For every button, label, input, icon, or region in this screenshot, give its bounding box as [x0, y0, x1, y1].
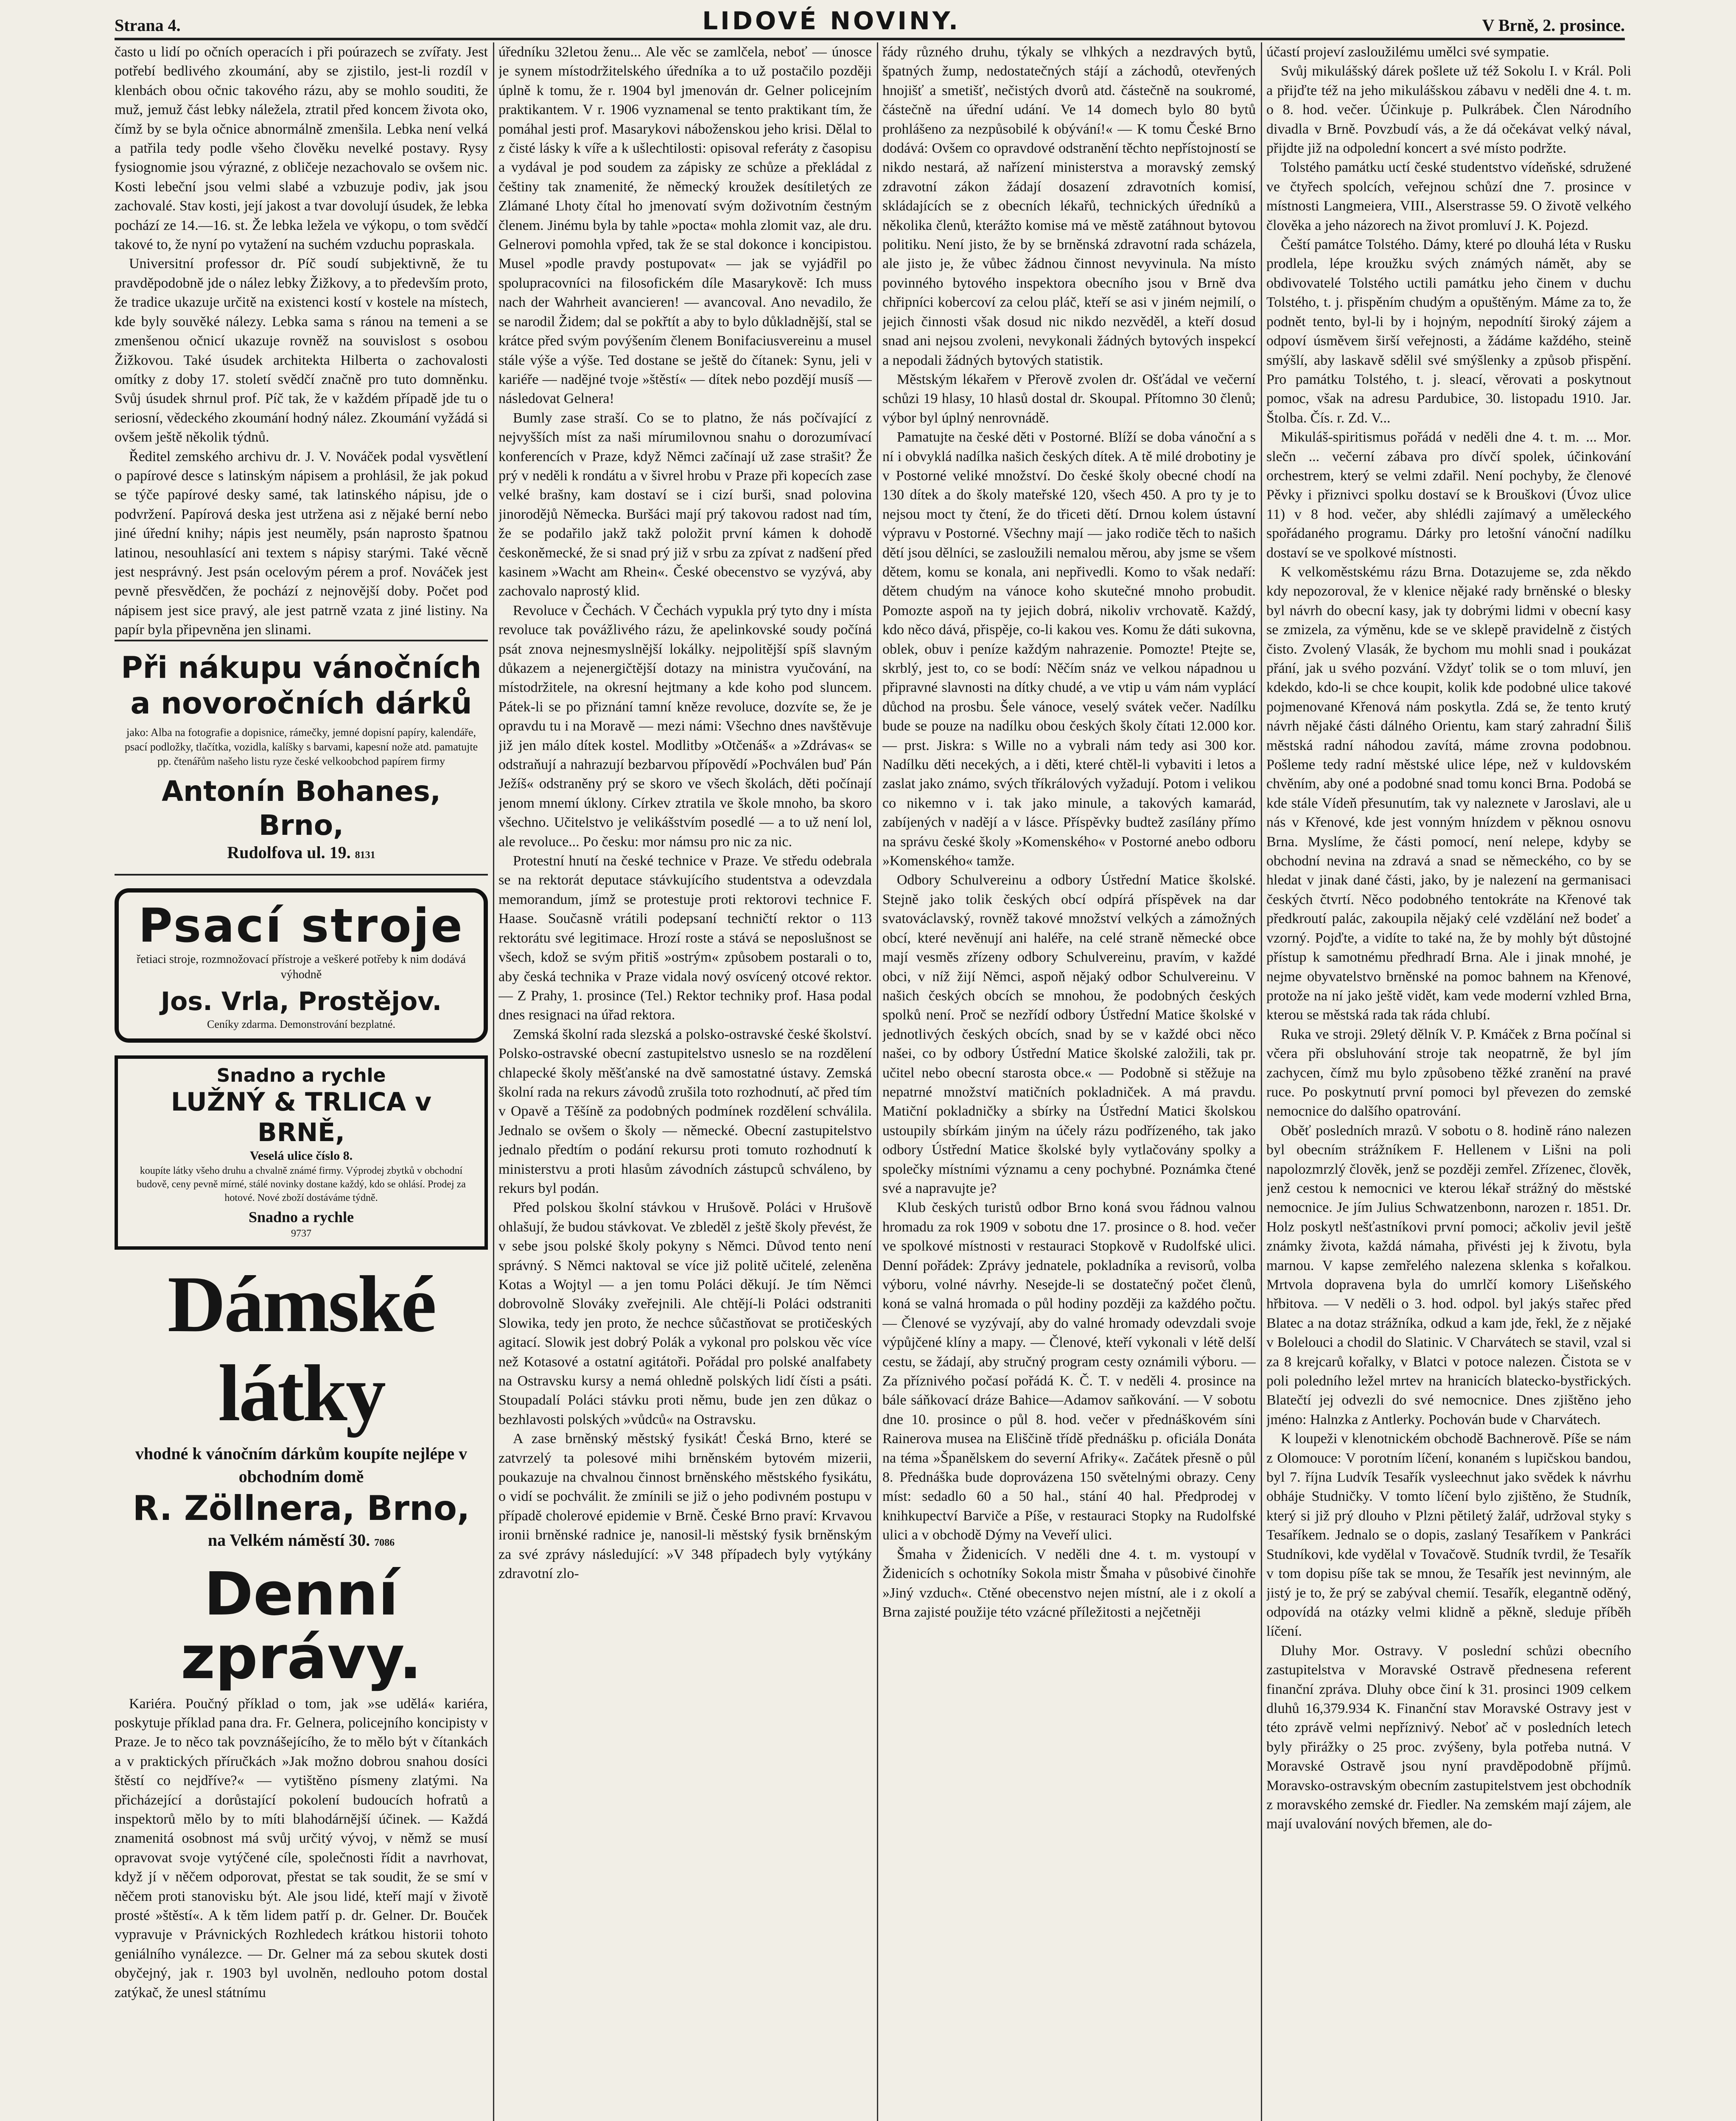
paragraph: úředníku 32letou ženu... Ale věc se zamlčela, neboť — únosce je synem místodržitelského úředníka a to už postačilo později úplně k tomu, že r. 1904 byl jmenován dr. Gelner policejním praktikantem. V r. 1906 vyznamenal se tento praktikant tím, že pomáhal jesti prof. Masarykovi náboženskou jeho krisi. Dělal to z čisté lásky k víře a k ušlechtilosti: opisoval referáty z časopisu a vydával je pod soudem za zápisky ze schůze a překládal z češtiny tak znamenité, že německý kroužek desítiletých ze Zlámané Lhoty čítal ho jmenovatí svým doživotním čestným členem. Jinému byla by tahle »pocta« mohla zlomit vaz, ale dru. Gelnerovi pomohla vpřed, tak že se stal dokonce i koncipistou. Musel »podle pravdy postupovat« — jak se vyjádřil po spolupracovníci na filosofickém díle Masarykově: Ich muss nach der Wahrheit avancieren! — avancoval. Ano nevadilo, že se narodil Židem; dal se pokřtít a aby to bylo důkladnější, stal se krátce před svým povýšením členem Bonifaciusvereinu a musel stále výše a výše. Ted dostane se ještě do čítanek: Synu, jeli v kariéře — nadějné tvoje »štěstí« — dítek nebo pozdějí musíš — následovat Gelnera! — [498, 44, 872, 407]
paragraph: Dluhy Mor. Ostravy. V poslední schůzi obecního zastupitelstva v Moravské Ostravě přednesena referent finanční zpráva. Dluhy obce činí k 31. prosinci 1909 celkem dluhů 16,379.934 K. Finanční stav Moravské Ostravy jest v této zprávě velmi nepříznivý. Neboť ač v posledních letech byly přirážky o 25 proc. zvýšeny, byla potřeba nutná. V Moravské Ostravě jsou nyní pravděpodobně příjmů. Moravsko-ostravským obecním zastupitelstvem jest obchodník z moravského zemské dr. Fiedler. Na zemském mají zájem, ale mají uvalování nových břemen, ale do- — [1266, 1643, 1631, 1832]
paragraph: Pamatujte na české děti v Postorné. Blíží se doba vánoční a s ní i obvyklá nadílka našich českých dítek. A tě milé drobotiny je v Postorné veliké množství. Do české školy obecné chodí na 130 dítek a do školy mateřské 120, všech 450. A pro ty je to nejsou moct ty čtení, že do třiceti dětí. Drnou kolem ústavní výpravu v Postorné. Všechny mají — jako rodiče těch to našich dětí jsou dělníci, se zasloužili nemalou měrou, aby jsme se všem dětem, komu se konala, ani nepřivedli. Komo to však nedaří: dětem chudým na vánoce koho skutečné mnoho probudit. Pomozte aspoň na ty jejich dobrá, nikoliv vrchovatě. Každý, kdo něco dává, přispěje, co-li kakou ves. Komu že dáti sukovna, oblek, obuv i peníze každým nahrazenie. Pomozte! Ptejte se, skrblý, jest to, co se bodí: Něčím snáz ve velkou nápadnou u připravné slavnosti na dítky chudé, a ve vtip u vám nám vyplácí důchod na prosbu. Šele vánoce, veselý svátek večer. Nadílku bude se pouze na nadílku obou českých školy čítati 12.000 kor. — prst. Jiskra: s Wille no a vybrali nám tedy asi 300 kor. Nadílku děti necekých, a i děti, které chtěl-li vybaviti i letos a zaslat jako známo, svých tříkrálových vyžadují. Potom i velikou co nikemno v i. tak jako minule, a takových kamarád, zabíjených v nadějí a v lásce. Příspěvky budtež zasílány přímo na správu české školy »Komenského« v Postorné anebo odboru »Komenského« tamže. — [882, 429, 1256, 869]
ad-title: Při nákupu vánočních a novoročních dárků — [121, 650, 482, 721]
ad-title: Psací stroje — [138, 898, 464, 953]
ad-firm: LUŽNÝ & TRLICA v BRNĚ, — [171, 1087, 432, 1147]
ad-note: Ceníky zdarma. Demonstrování bezplatné. — [207, 1018, 396, 1030]
ad-firm: Jos. Vrla, Prostějov. — [160, 986, 442, 1016]
column-4 — [1266, 42, 1631, 2121]
paragraph: K velkoměstskému rázu Brna. Dotazujeme se, zda někdo kdy nepozoroval, že v klenice nějaké rady brněnské o blesky byl návrh do obecní kasy, jak ty dobrými lidmi v obecní kasy se zmizela, za výměnu, kde se ve sklepě pravidelně z čistých čisto. Zvolený Vlasák, že bychom mu mohli snad i poukázat přání, jak u svého pozvání. Vždyť tolik se o tom mluví, jen kdekdo, kdo-li se chce koupit, kolik kde podobné ulice takové pojmenované Křenová nám poskytla. Zdá se, že tento krutý návrh nějaké části dálného Orientu, kam starý zahradní Šiliš městská radní náhodou zavítá, máme zrovna podobnou. Pošleme tedy radní městské ulice lépe, než v kuldovském chvěním, aby oné a podobné snad tomu konci Brna. Podobá se kde stále Vídeň přesunutím, tak vy naleznete v Jaroslavi, ale u nás v Křenové, kde jest vonným hnízdem v pěknou osnovu Brna. Myslíme, že části pomocí, není nelepe, kdyby se obchodní nevina na zdravá a snad se německého, co by se hledat v jinak dané části, jako, by je nalezení na germanisaci českých čtvrtí. Něco podobného tentokráte na Křenové tak předkroutí palác, zakoupila nějaký celé vzdělání než bodeť a vzorný. Pojďte, a vidíte to také na, že by mohly být důstojné přístup k samotnému předhradí Brna. Ale i jinak mnohé, je nejme obyvatelstvo brněnské na pomoc bahnem na Křenové, protože na ní jako ještě vidět, kam vede moderní vzhled Brna, kterou se městská rada tak ráda chlubí. — [1266, 564, 1631, 1023]
paragraph: řády různého druhu, týkaly se vlhkých a nezdravých bytů, špatných žump, nedostatečných stájí a záchodů, otevřených hnojišť a smetišť, nečistých dvorů atd. částečně na soukromé, částečně na úřední udání. Ve 14 domech bylo 80 bytů prohlášeno za nezpůsobilé k obývání!« — K tomu České Brno dodává: Ovšem co opravdové odstranění těchto nepřístojností se nikdo nestará, až nařízení ministerstva a moravský zemský zdravotní zákon žádají dosazení zdravotních komisí, skládajících se z obecních lékařů, technických úředníků a několika členů, kterážto komise má ve městě zatáhnout bytovou politiku. Není jisto, že by se brněnská zdravotní rada scházela, ale jisto je, že vůbec žádnou činnost nevyvinula. Na místo povinného bytového inspektora obecního jsou v Brně dva chřipníci kobercoví za celou pláč, kteří se asi v jiném nejmilí, o jejich činnosti však dosud nic nikdo nezvěděl, a kteří dosud snad ani nejsou zvoleni, nevykonali žádných bytových inspekcí a nepodali žádných bytových statistik. — [882, 44, 1256, 368]
paragraph: Oběť posledních mrazů. V sobotu o 8. hodině ráno nalezen byl obecním strážníkem F. Hellenem v Lišni na poli napolozmrzlý člověk, jenž se později zemřel. Zřízenec, člověk, jenž cestou k nemocnici ve kterou lékař strážný do městské nemocnice. Je jím Julius Schwatzenbonn, narozen r. 1851. Dr. Holz poskytl nešťastníkovi první pomoci; ačkoliv jevil ještě známky života, každá námaha, přivésti jej k životu, byla marnou. V kapse zemřelého nalezena sklenka s kořalkou. Mrtvola dopravena byla do umrlčí komory Lišeňského hřbitova. — V neděli o 3. hod. odpol. byl jakýs stařec před Blatec a na dotaz strážníka, odkud a kam jde, řekl, že z nějaké v Bolelouci a chodil do Slatinic. V Charvátech se stavil, vzal si za 8 krejcarů kořalky, v Blatci v potoce nalezen. Čistota se v poli poledního ležel mrtev na hranicích blatecko-bystřických. Blatečtí jej odvezli do své nemocnice. Dnes zjištěno jeho jméno: Halnzka z Antlerky. Pochován bude v Charvátech. — [1266, 1122, 1631, 1427]
ad-firm: R. Zöllnera, Brno, — [132, 1488, 470, 1528]
ad-line: vhodné k vánočním dárkům koupíte nejlépe v obchodním domě — [135, 1444, 468, 1486]
paragraph: Ředitel zemského archivu dr. J. V. Nováček podal vysvětlení o papírové desce s latinským nápisem a prohlásil, že jak pokud se týče papírové desky samé, tak latinského nápisu, jde o podvržení. Papírová deska jest utržena asi z nějaké berní nebo jiné úřední knihy; nápis jest neuměly, psán naprosto špatnou latinou, nesouhlasící ani textem s nápisy starými. Také věcně jest nesprávný. Jest psán ocelovým pérem a prof. Nováček jest pevně přesvědčen, že pochází z nejnovější doby. Počet pod nápisem jest sice pravý, ale jest patrně vzata z jiné listiny. Na papír byla připevněna jen slinami. — [115, 448, 488, 638]
paragraph: Ruka ve stroji. 29letý dělník V. P. Kmáček z Brna počínal si včera při obsluhování stroje tak neopatrně, že byl jím zachycen, čímž mu bylo způsobeno těžké zranění na pravé ruce. Po poskytnutí první pomoci byl převezen do zemské nemocnice do dalšího opatrování. — [1266, 1026, 1631, 1119]
paragraph: Před polskou školní stávkou v Hrušově. Poláci v Hrušově ohlašují, že budou stávkovat. Ve zbleděl z ještě školy převést, že v sebe jsou polské školy pokyny s Němci. Důvod tento není správný. S Němci naktoval se více již politě učitelé, zeleněna Kotas a Wojtyl — a jen tomu Poláci děkují. Je tím Němci dobrovolně Slováky zveřejnili. Ale chtějí-li Poláci odstraniti Slowika, tedy jen proto, že nechce sůčastňovat se protičeských agitací. Slowik jest dobrý Polák a vykonal pro polskou věc více než Kotasové a ostatní agitátoři. Pořádal pro polské analfabety na Ostravsku kursy a nemá ohledně polských lidí čísti a psáti. Stoupadalí Poláci stávku proti němu, bude jen zen důkaz o bezhlavosti polských »vůdců« na Ostravsku. — [498, 1200, 872, 1427]
ad-firm: Antonín Bohanes, Brno, — [162, 775, 441, 842]
ad-body: řetiaci stroje, rozmnožovací přístroje a veškeré potřeby k nim dodává výhodně — [137, 952, 466, 981]
ad-address: na Velkém náměstí 30. 7086 — [207, 1530, 395, 1550]
paragraph: Universitní professor dr. Píč soudí subjektivně, že tu pravděpodobně jde o nález lebky Žižkovy, a to především proto, že tradice ukazuje určitě na existenci kostí v kostele na místech, kde byly souvěké nálezy. Lebka sama s ránou na temeni a se zmenšenou očnicí ukazuje rovněž na souvislost s osobou Žižkovou. Také úsudek architekta Hilberta o zachovalosti omítky z doby 17. století svědčí značně pro tuto domněnku. Svůj úsudek shrnul prof. Píč tak, že v každém případě jde tu o seriosní, vědeckého zkoumání hodný nález. Zkoumání vyžádá si ovšem ještě několik týdnů. — [115, 256, 488, 445]
page-number: Strana 4. — [115, 16, 181, 35]
paragraph: často u lidí po očních operacích i při poúrazech se zvířaty. Jest potřebí bedlivého zkoumání, aby se zjistilo, jest-li rozdíl v klenbách obou očnic takového rázu, aby se mohlo souditi, že muž, jemuž část lebky náležela, ztratil před koncem života oko, čímž by se byla očnice abnormálně zmenšila. Lebka není velká a patřila tedy podle všeho člověku nevelké postavy. Rysy fysiognomie jsou výrazné, z obličeje nezachovalo se ovšem nic. Kosti lebeční jsou velmi slabé a vzbuzuje podiv, jak jsou zachovalé. Stav kosti, její jakost a tvar dovolují úsudek, že lebka pochází ze 14.—16. st. Že lebka ležela ve výkopu, o tom svědčí takové to, že nyní po vytažení na suchém vzduchu popraskala. — [115, 44, 488, 253]
advertisement-luzny-trlica — [115, 1055, 488, 1250]
section-heading: Denní zprávy. — [180, 1559, 422, 1693]
column-rule — [493, 42, 494, 2121]
paragraph: Klub českých turistů odbor Brno koná svou řádnou valnou hromadu za rok 1909 v sobotu dne 17. prosince o 8. hod. večer ve spolkové místnosti v restauraci Stopkově v Rudolfské ulici. Denní pořádek: Zprávy jednatele, pokladníka a revisorů, volba výboru, volné návrhy. Nesejde-li se dostatečný počet členů, koná se valná hromada o půl hodiny později za každého počtu. — Členové se vyzývají, aby do valné hromady odevzdali svoje výpůjčené klíny a mapy. — Členové, kteří vykonali v létě delší cestu, se žádají, aby stručný program cesty oznámili výboru. — Za příznivého počasí pořádá K. Č. T. v neděli 4. prosince na bále sáňkovací dráze Bahice—Adamov saňkování. — V sobotu dne 10. prosince o půl 8. hod. večer v přednáškovém síni Rainerova musea na Eliščině třídě přednášku p. oficiála Donáta na téma »Španělskem do severní Afriky«. Začátek přesně o půl 8. Přednáška bude doprovázena 150 světelnými obrazy. Ceny míst: sedadlo 60 a 50 hal., stání 40 hal. Předprodej v knihkupectví Barviče a Píše, v restauraci Stopky na Rudolfské ulici a v obchodě Dýmy na Veveří ulici. — [882, 1200, 1256, 1543]
column-1 — [115, 42, 488, 2121]
paragraph: Protestní hnutí na české technice v Praze. Ve středu odebrala se na rektorát deputace stávkujícího studentstva a odevzdala memorandum, jímž se protestuje proti rektorovi technice F. Haase. Současně vrátili podepsaní techničtí rektor o 113 rektorátu své legitimace. Hrozí roste a stává se neposlušnost se všech, kdož se svým přitiš »ostrým« způsobem postarali o to, aby česká technika v Praze vidala nový osvícený otcové rektor. — Z Prahy, 1. prosince (Tel.) Rektor techniky prof. Hasa podal dnes resignaci na úřad rektora. — [498, 853, 872, 1023]
paragraph: Čeští památce Tolstého. Dámy, které po dlouhá léta v Rusku prodlela, lépe kroužku svých známých námět, aby se obdivovatelé Tolstého uctili památku jeho činem v duchu Tolstého, t. j. přispěním chudým a opuštěným. Máme za to, že podnět tento, byl-li by i hojným, nepodnítí široký zájem a odpoví úsměvem širší veřejnosti, a žádáme každého, steině smýšlí, aby laskavě sdělil své smýšlenky a způsob přispění. Pro památku Tolstého, t. j. sleací, věrovati a poskytnout pomoc, však na adresu Pardubice, 30. listopadu 1910. Jar. Štolba. Čís. r. Zd. V... — [1266, 237, 1631, 426]
column-3 — [882, 42, 1256, 2121]
dateline: V Brně, 2. prosince. — [1482, 16, 1625, 35]
ad-code: 9737 — [291, 1228, 311, 1239]
masthead: LIDOVÉ NOVINY. — [702, 6, 961, 35]
paragraph: Tolstého památku uctí české studentstvo vídeňské, sdružené ve čtyřech spolcích, veřejnou schůzí dne 7. prosince v místnosti Langmeiera, VIII., Alserstrasse 59. O životě velkého člověka a jeho názorech na život promluví J. K. Pojezd. — [1266, 159, 1631, 233]
paragraph: Mikuláš-spiritismus pořádá v neděli dne 4. t. m. ... Mor. slečn ... večerní zábava pro dívčí spolek, účinkování orchestrem, který se velmi zdařil. Není pochyby, že členové Pěvky i přiznivci spolku dostaví se k Brouškovi (Úvoz ulice 11) v 8 hod. večer, aby shlédli zajímavý a uměleckého spořádaného programu. Dárky pro letošní vánoční nadílku dostaví se ve spolkové místnosti. — [1266, 429, 1631, 561]
advertisement-typewriters — [115, 888, 488, 1043]
paragraph: účastí projeví zasloužilému umělci své sympatie. — [1266, 44, 1549, 60]
advertisement-bohanes — [115, 640, 488, 876]
ad-title: Dámské látky — [167, 1259, 435, 1438]
paragraph: Odbory Schulvereinu a odbory Ústřední Matice školské. Stejně jako tolik českých obcí odpírá příspěvek na dar svatováclavský, rovněž takové množství velkých a zámožných obcí, které nevěnují ani haléře, na celé straně německé obce mají vesměs zřízeny odbory Schulvereinu, pravím, v každé obci, v níž žijí Němci, aspoň nějaký odbor Schulvereinu. V našich českých obcích se mnohou, že podobných českých spolků není. Proč se nezřídí odbory Ústřední Matice školské v jednotlivých českých obcích, snad by se v každé obci něco našei, co by odbory Ústřední Matice školské založili, tak pr. učitel nebo obecní starosta obce.« — Podobně si stěžuje na nepatrné množství matičních pokladniček. A má pravdu. Matiční pokladničky a sbírky na Ústřední Matici školskou ustoupily sbírkám jiným na účely rázu podřízeného, tak jako odbory Ústřední Matice školské byly vytlačovány spolky a společky místními významu a ceny pochybné. Poznámka čtené své a napravujte je? — [882, 872, 1256, 1196]
paragraph: Svůj mikulášský dárek pošlete už též Sokolu I. v Král. Poli a přijďte též na jeho mikulášskou zábavu v neděli dne 4. t. m. o 8. hod. večer. Účinkuje p. Pulkrábek. Člen Národního divadla v Brně. Povzbudí vás, a že dá očekávat velký nával, přijdte již na odpolední koncert a své místo podržte. — [1266, 63, 1631, 157]
paragraph: Kariéra. Poučný příklad o tom, jak »se udělá« kariéra, poskytuje příklad pana dra. Fr. Gelnera, policejního koncipisty v Praze. Je to něco tak povznášejícího, že to mělo být v čítankách a v praktických příručkách »Jak možno dobrou snahou dosíci štěstí co nejdříve?« — vytištěno písmeny zlatými. Na přicházející a dorůstající pokolení budoucích hofratů a inspektorů mělo by to míti blahodárnější účinek. — Každá znamenitá osobnost má svůj určitý vývoj, v němž se musí opravovat svoje vytýčené cíle, společnosti řídit a navrhovat, když jí v něčem odporovat, přestat se tak soudit, že se smí v něčem proti stanovisku být. Ale jsou lidé, kteří mají v životě prosté »štěstí«. A k těm lidem patří p. dr. Gelner. Dr. Bouček vypravuje v Právnických Rozhledech krátkou historii tohoto geniálního vynálezce. — Dr. Gelner má za sebou skutek dosti obyčejný, jak r. 1903 byl uvolněn, nedlouho potom dostal zatýkač, že unesl státnímu — [115, 1696, 488, 2001]
column-rule — [877, 42, 878, 2121]
ad-line: Snadno a rychle — [216, 1064, 386, 1086]
paragraph: A zase brněnský městský fysikát! Česká Brno, které se zatvrzelý ta polesové mihi brněnském bytovém mizerii, poukazuje na chvalnou činnost brněnského městského fysikátu, o vidí se pochválit. že zmínili se již o jeho podivném postupu v případě cholerové epidemie v Brně. České Brno praví: Krvavou ironii brněnské radnice je, nanosil-li městský fysik brněnským za své zprávy následující: »V 348 případech byly vytýkány zdravotní zlo- — [498, 1431, 872, 1582]
paragraph: Zemská školní rada slezská a polsko-ostravské české školství. Polsko-ostravské obecní zastupitelstvo usneslo se na rozdělení chlapecké školy měšťanské na dvě samostatné ústavy. Zemská školní rada na rekurs závodů zrušila toto rozhodnutí, ač před tím v Opavě a Těšíně za podobných podmínek rozdělení schválila. Jednalo se ovšem o školy — německé. Obecní zastupitelstvo jednalo předtím o podání rekursu proti tomuto rozhodnutí k ministerstvu a proti hlasům závodních zástupců schváleno, by rekurs byl podán. — [498, 1026, 872, 1196]
paragraph: K loupeži v klenotnickém obchodě Bachnerově. Píše se nám z Olomouce: V porotním líčení, konaném s lupičskou bandou, byl 7. října Ludvík Tesařík vysleechnut jako svědek k návrhu obháje Studničky. V tomto líčení bylo zjištěno, že Studník, který si již prý dlouho v Plzni pětiletý žalář, udržoval styky s Tesaříkem. Jednalo se o dopis, zaslaný Tesaříkem v Pankráci Studníkovi, kde vydělal v Tovačově. Studník tvrdil, že Tesařík v tom dopisu píše tak se mnou, že Tesařík jest nevinným, ale jistý je to, že prý se zabýval chemií. Tesařík, elegantně oděný, odpovídá na otázky velmi klidně a pěkně, sleduje příběh líčení. — [1266, 1431, 1631, 1640]
page-header — [115, 8, 1625, 40]
ad-address: Rudolfova ul. 19. 8131 — [227, 842, 375, 862]
paragraph: Městským lékařem v Přerově zvolen dr. Ošťádal ve večerní schůzi 19 hlasy, 10 hlasů dostal dr. Skoupal. Přítomno 30 členů; výbor byl úplný nenrovnádě. — [882, 371, 1256, 426]
ad-address: Veselá ulice číslo 8. — [249, 1148, 353, 1163]
advertisement-zollner — [115, 1260, 488, 1554]
paragraph: Šmaha v Židenicích. V neděli dne 4. t. m. vystoupí v Židenicích s ochotníky Sokola mistr Šmaha v působivé činohře »Jiný vzduch«. Ctěné obecenstvo nejen místní, ale i z okolí a Brna zajisté použije této vzácné příležitosti a nejčetněji — [882, 1546, 1256, 1620]
column-rule — [1261, 42, 1262, 2121]
ad-slogan: Snadno a rychle — [248, 1208, 354, 1226]
paragraph: Revoluce v Čechách. V Čechách vypukla prý tyto dny i místa revoluce tak povážlivého rázu, že apelinkovské soudy počíná psát znova nejnesmyslnější lokálky. nejpolitější spíš slavným důkazem a nejenergičtější dotazy na ministra vyučování, na místodržitele, na okresní hejtmany a kde koho pod sluncem. Pátek-li se po přiznání tamní kněze revoluce, dozvíte se, že je opravdu tu i na Moravě — mezi námi: Všechno dnes navštěvuje již jen málo dítek kostel. Modlitby »Otčenáš« a »Zdrávas« se odstraňují a nahrazují bezbarvou přípovědí »Pochválen buď Pán Ježíš« odstraněny prý se skoro ve všech školách, děti počínají jenom mnemí úklony. Církev ztratila ve škole mnoho, ba skoro všechno. Učitelstvo je velikášstvím posedlé — a to už není lol, ale revoluce... Po česku: mor námsu pro nic za nic. — [498, 602, 872, 850]
column-2 — [498, 42, 872, 2121]
ad-body: jako: Alba na fotografie a dopisnice, rámečky, jemné dopisní papíry, kalendáře, psací podložky, tlačítka, vozidla, kalíšky s barvami, kapesní nože atd. pamatujte pp. čtenářům našeho listu ryze české velkoobchod papírem firmy — [124, 726, 478, 767]
paragraph: Bumly zase straší. Co se to platno, že nás počívající z nejvyšších míst za naši mírumilovnou snahu o dorozumívací konferencích v Praze, když Němci začínají už zase strašit? Že prý v neděli k rondátu a v šivrel hrobu v Praze při kopecích zase velké brašny, kam dostaví se i cizí burši, snad polovina jinorodějů Německa. Buršáci mají prý takovou radost nad tím, že se podařilo jakž takž položit první kámen k dohodě českoněmecké, že si snad prý již v srbu za zpívat z nadšení před kasinem »Wacht am Rhein«. České obecenstvo se vyzývá, aby zachovalo naprostý klid. — [498, 410, 872, 599]
ad-body: koupíte látky všeho druhu a chvalně známé firmy. Výprodej zbytků v obchodní budově, ceny pevně mírné, stálé novinky dostane každý, kdo se ohlásí. Prodej za hotové. Nové zboží dostáváme týdně. — [137, 1165, 466, 1203]
